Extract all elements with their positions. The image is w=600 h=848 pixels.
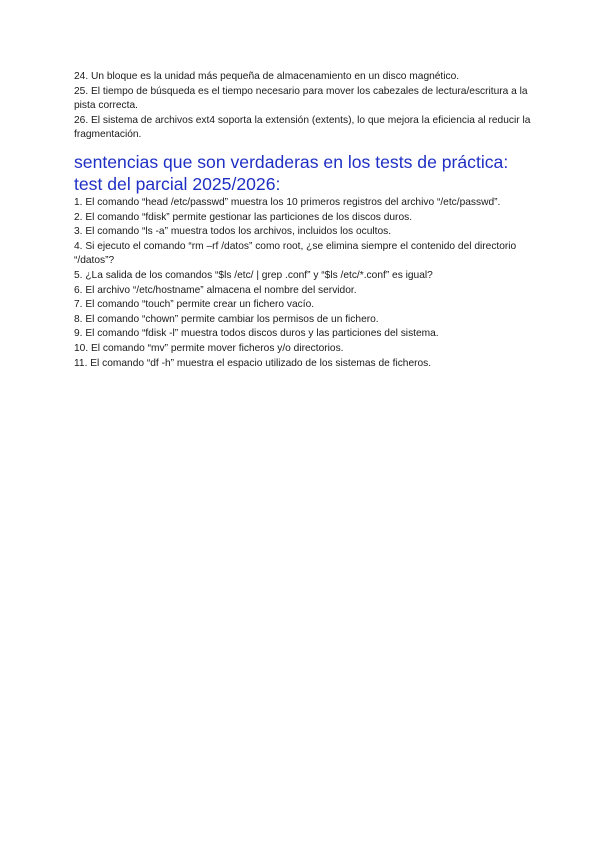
statement-24: 24. Un bloque es la unidad más pequeña de almacenamiento en un disco magnético. bbox=[74, 71, 460, 82]
true-statement-1: 1. El comando “head /etc/passwd” muestra los 10 primeros registros del archivo “/etc/passwd”. bbox=[74, 196, 501, 208]
true-statement-4: 4. Si ejecuto el comando “rm –rf /datos” como root, ¿se elimina siempre el contenido del directorio “/datos”? bbox=[74, 240, 517, 267]
true-statement-8: 8. El comando “chown” permite cambiar los permisos de un fichero. bbox=[74, 313, 379, 325]
document-content bbox=[74, 70, 534, 371]
true-statement-10: 10. El comando “mv” permite mover ficheros y/o directorios. bbox=[74, 342, 344, 354]
true-statement-6: 6. El archivo “/etc/hostname” almacena el nombre del servidor. bbox=[74, 284, 357, 296]
section-heading-line-1: sentencias que son verdaderas en los tests de práctica: bbox=[74, 151, 509, 172]
section-heading-line-2: test del parcial 2025/2026: bbox=[74, 173, 281, 194]
true-statement-11: 11. El comando “df -h” muestra el espacio utilizado de los sistemas de ficheros. bbox=[74, 357, 432, 369]
true-statement-3: 3. El comando “ls -a” muestra todos los archivos, incluidos los ocultos. bbox=[74, 226, 392, 238]
statement-25: 25. El tiempo de búsqueda es el tiempo necesario para mover los cabezales de lectura/escritura a la pista correcta. bbox=[74, 85, 528, 112]
true-statement-2: 2. El comando “fdisk” permite gestionar las particiones de los discos duros. bbox=[74, 211, 413, 223]
true-statement-5: 5. ¿La salida de los comandos “$ls /etc/ | grep .conf” y “$ls /etc/*.conf” es igual? bbox=[74, 269, 433, 281]
statement-26: 26. El sistema de archivos ext4 soporta la extensión (extents), lo que mejora la eficiencia al reducir la fragmentación. bbox=[74, 114, 531, 141]
section-heading bbox=[74, 151, 534, 195]
true-statement-7: 7. El comando “touch” permite crear un fichero vacío. bbox=[74, 299, 315, 311]
true-statement-9: 9. El comando “fdisk -l” muestra todos discos duros y las particiones del sistema. bbox=[74, 328, 439, 340]
